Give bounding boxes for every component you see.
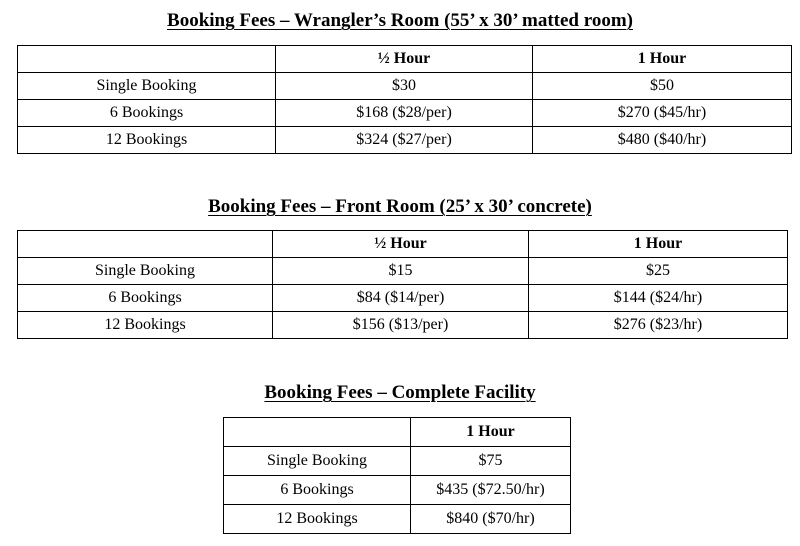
one-hour-price: $50 (533, 73, 792, 100)
half-hour-price: $15 (273, 258, 529, 285)
complete-facility-title: Booking Fees – Complete Facility (264, 382, 536, 403)
row-label: Single Booking (224, 447, 411, 476)
row-label: Single Booking (18, 258, 273, 285)
header-empty-cell (18, 231, 273, 258)
header-empty-cell (18, 46, 276, 73)
table-row (224, 476, 571, 505)
table-header-row (18, 46, 792, 73)
front-room-fee-table (17, 230, 788, 339)
table-row (18, 100, 792, 127)
table-row (18, 285, 788, 312)
table-row (18, 127, 792, 154)
row-label: 12 Bookings (18, 312, 273, 339)
row-label: 6 Bookings (224, 476, 411, 505)
half-hour-price: $324 ($27/per) (276, 127, 533, 154)
row-label: Single Booking (18, 73, 276, 100)
row-label: 6 Bookings (18, 100, 276, 127)
wranglers-room-title: Booking Fees – Wrangler’s Room (55’ x 30’ matted room) (167, 10, 633, 31)
one-hour-price: $276 ($23/hr) (529, 312, 788, 339)
table-row (224, 505, 571, 534)
one-hour-price: $75 (411, 447, 571, 476)
header-half-hour: ½ Hour (276, 46, 533, 73)
table-row (224, 447, 571, 476)
table-row (18, 258, 788, 285)
half-hour-price: $156 ($13/per) (273, 312, 529, 339)
header-one-hour: 1 Hour (411, 418, 571, 447)
header-one-hour: 1 Hour (529, 231, 788, 258)
half-hour-price: $84 ($14/per) (273, 285, 529, 312)
one-hour-price: $840 ($70/hr) (411, 505, 571, 534)
one-hour-price: $25 (529, 258, 788, 285)
header-empty-cell (224, 418, 411, 447)
complete-facility-fee-table (223, 417, 571, 534)
one-hour-price: $270 ($45/hr) (533, 100, 792, 127)
wranglers-room-fee-table (17, 45, 792, 154)
half-hour-price: $168 ($28/per) (276, 100, 533, 127)
table-row (18, 73, 792, 100)
table-row (18, 312, 788, 339)
row-label: 6 Bookings (18, 285, 273, 312)
one-hour-price: $144 ($24/hr) (529, 285, 788, 312)
front-room-title: Booking Fees – Front Room (25’ x 30’ concrete) (208, 196, 592, 217)
table-header-row (18, 231, 788, 258)
header-one-hour: 1 Hour (533, 46, 792, 73)
one-hour-price: $435 ($72.50/hr) (411, 476, 571, 505)
header-half-hour: ½ Hour (273, 231, 529, 258)
one-hour-price: $480 ($40/hr) (533, 127, 792, 154)
half-hour-price: $30 (276, 73, 533, 100)
row-label: 12 Bookings (18, 127, 276, 154)
table-header-row (224, 418, 571, 447)
row-label: 12 Bookings (224, 505, 411, 534)
